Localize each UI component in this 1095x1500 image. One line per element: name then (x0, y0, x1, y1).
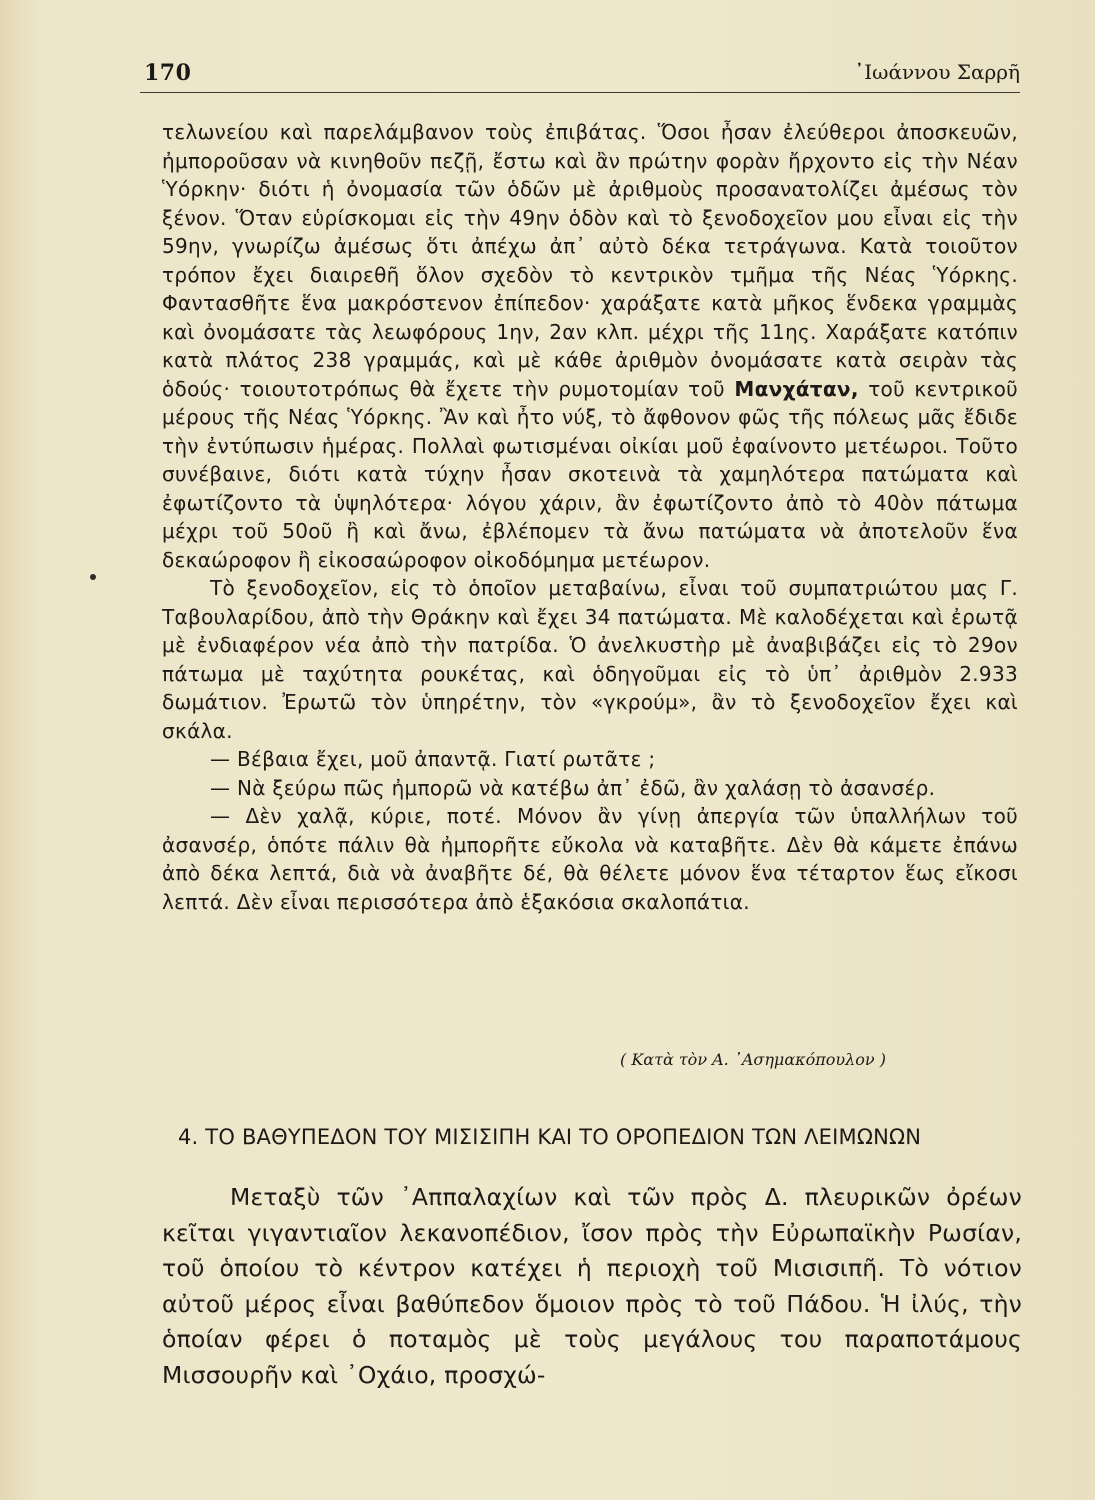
ink-dot-mark (90, 574, 96, 580)
citation: ( Κατὰ τὸν Α. ᾿Ασημακόπουλον ) (620, 1050, 886, 1069)
section-heading: 4. ΤΟ ΒΑΘΥΠΕΔΟΝ ΤΟΥ ΜΙΣΙΣΙΠΗ ΚΑΙ ΤΟ ΟΡΟΠΕΔΙΟΝ ΤΩΝ ΛΕΙΜΩΝΩΝ (178, 1125, 922, 1149)
body-text (162, 118, 1018, 916)
running-head: ᾿Ιωάννου Σαρρῆ (854, 60, 1020, 84)
dialogue-line: — Δὲν χαλᾷ, κύριε, ποτέ. Μόνον ἂν γίνῃ ἀπεργία τῶν ὑπαλλήλων τοῦ ἀσανσέρ, ὁπότε πάλιν θὰ ἠμπορῆτε εὔκολα νὰ καταβῆτε. Δὲν θὰ κάμετε ἐπάνω ἀπὸ δέκα λεπτά, διὰ νὰ ἀναβῆτε δέ, θὰ θέλετε μόνον ἕνα τέταρτον ἕως εἴκοσι λεπτά. Δὲν εἶναι περισσότερα ἀπὸ ἑξακόσια σκαλοπάτια. (162, 804, 1018, 914)
paragraph (162, 118, 1018, 574)
dialogue-line: — Βέβαια ἔχει, μοῦ ἀπαντᾷ. Γιατί ρωτᾶτε ; (210, 747, 656, 771)
page-header (140, 50, 1020, 90)
page-number: 170 (144, 60, 192, 86)
paragraph-text: τοῦ κεντρικοῦ μέρους τῆς Νέας Ὑόρκης. Ἂν καὶ ἦτο νύξ, τὸ ἄφθονον φῶς τῆς πόλεως μᾶς ἔδιδε τὴν ἐντύπωσιν ἡμέρας. Πολλαὶ φωτισμέναι οἰκίαι μοῦ ἐφαίνοντο μετέωροι. Τοῦτο συνέβαινε, διότι κατὰ τύχην ἦσαν σκοτεινὰ τὰ χαμηλότερα πατώματα καὶ ἐφωτίζοντο τὰ ὑψηλότερα· λόγου χάριν, ἂν ἐφωτίζοντο ἀπὸ τὸ 40ὸν πάτωμα μέχρι τοῦ 50οῦ ἢ καὶ ἄνω, ἐβλέπομεν τὰ ἄνω πατώματα νὰ ἀποτελοῦν ἕνα δεκαώροφον ἢ εἰκοσαώροφον οἰκοδόμημα μετέωρον. (162, 376, 1018, 572)
dialogue-line: — Νὰ ξεύρω πῶς ἠμπορῶ νὰ κατέβω ἀπ᾿ ἐδῶ, ἂν χαλάσῃ τὸ ἀσανσέρ. (210, 775, 936, 800)
header-rule (140, 92, 1020, 93)
bold-place-name: Μανχάταν, (734, 376, 859, 401)
paragraph: Τὸ ξενοδοχεῖον, εἰς τὸ ὁποῖον μεταβαίνω, εἶναι τοῦ συμπατριώτου μας Γ. Ταβουλαρίδου, ἀπὸ τὴν Θράκην καὶ ἔχει 34 πατώματα. Μὲ καλοδέχεται καὶ ἐρωτᾷ μὲ ἐνδιαφέρον νέα ἀπὸ τὴν πατρίδα. Ὁ ἀνελκυστὴρ μὲ ἀναβιβάζει εἰς τὸ 29ον πάτωμα μὲ ταχύτητα ρουκέτας, καὶ ὁδηγοῦμαι εἰς τὸ ὑπ᾿ ἀριθμὸν 2.933 δωμάτιον. Ἐρωτῶ τὸν ὑπηρέτην, τὸν «γκρούμ», ἂν τὸ ξενοδοχεῖον ἔχει καὶ σκάλα. (162, 576, 1018, 743)
paragraph-text: τελωνείου καὶ παρελάμβανον τοὺς ἐπιβάτας. Ὅσοι ἦσαν ἐλεύθεροι ἀποσκευῶν, ἠμποροῦσαν νὰ κινηθοῦν πεζῇ, ἔστω καὶ ἂν πρώτην φορὰν ἤρχοντο εἰς τὴν Νέαν Ὑόρκην· διότι ἡ ὀνομασία τῶν ὁδῶν μὲ ἀριθμοὺς προσανατολίζει ἀμέσως τὸν ξένον. Ὅταν εὑρίσκομαι εἰς τὴν 49ην ὁδὸν καὶ τὸ ξενοδοχεῖον μου εἶναι εἰς τὴν 59ην, γνωρίζω ἀμέσως ὅτι ἀπέχω ἀπ᾿ αὐτὸ δέκα τετράγωνα. Κατὰ τοιοῦτον τρόπον ἔχει διαιρεθῆ ὅλον σχεδὸν τὸ κεντρικὸν τμῆμα τῆς Νέας Ὑόρκης. Φαντασθῆτε ἕνα μακρόστενον ἐπίπεδον· χαράξατε κατὰ μῆκος ἕνδεκα γραμμὰς καὶ ὀνομάσατε τὰς λεωφόρους 1ην, 2αν κλπ. μέχρι τῆς 11ης. Χαράξατε κατόπιν κατὰ πλάτος 238 γραμμάς, καὶ μὲ κάθε ἀριθμὸν ὀνομάσατε κατὰ σειρὰν τὰς ὁδούς· τοιουτοτρόπως θὰ ἔχετε τὴν ρυμοτομίαν τοῦ (162, 120, 1018, 401)
paragraph: Μεταξὺ τῶν ᾿Αππαλαχίων καὶ τῶν πρὸς Δ. πλευρικῶν ὀρέων κεῖται γιγαντιαῖον λεκανοπέδιον, ἴσον πρὸς τὴν Εὐρωπαϊκὴν Ρωσίαν, τοῦ ὁποίου τὸ κέντρον κατέχει ἡ περιοχὴ τοῦ Μισισιπῆ. Τὸ νότιον αὐτοῦ μέρος εἶναι βαθύπεδον ὅμοιον πρὸς τὸ τοῦ Πάδου. Ἡ ἰλύς, τὴν ὁποίαν φέρει ὁ ποταμὸς μὲ τοὺς μεγάλους του παραποτάμους Μισσουρῆν καὶ ᾿Οχάιο, προσχώ- (162, 1183, 1022, 1389)
section-text (162, 1180, 1022, 1393)
